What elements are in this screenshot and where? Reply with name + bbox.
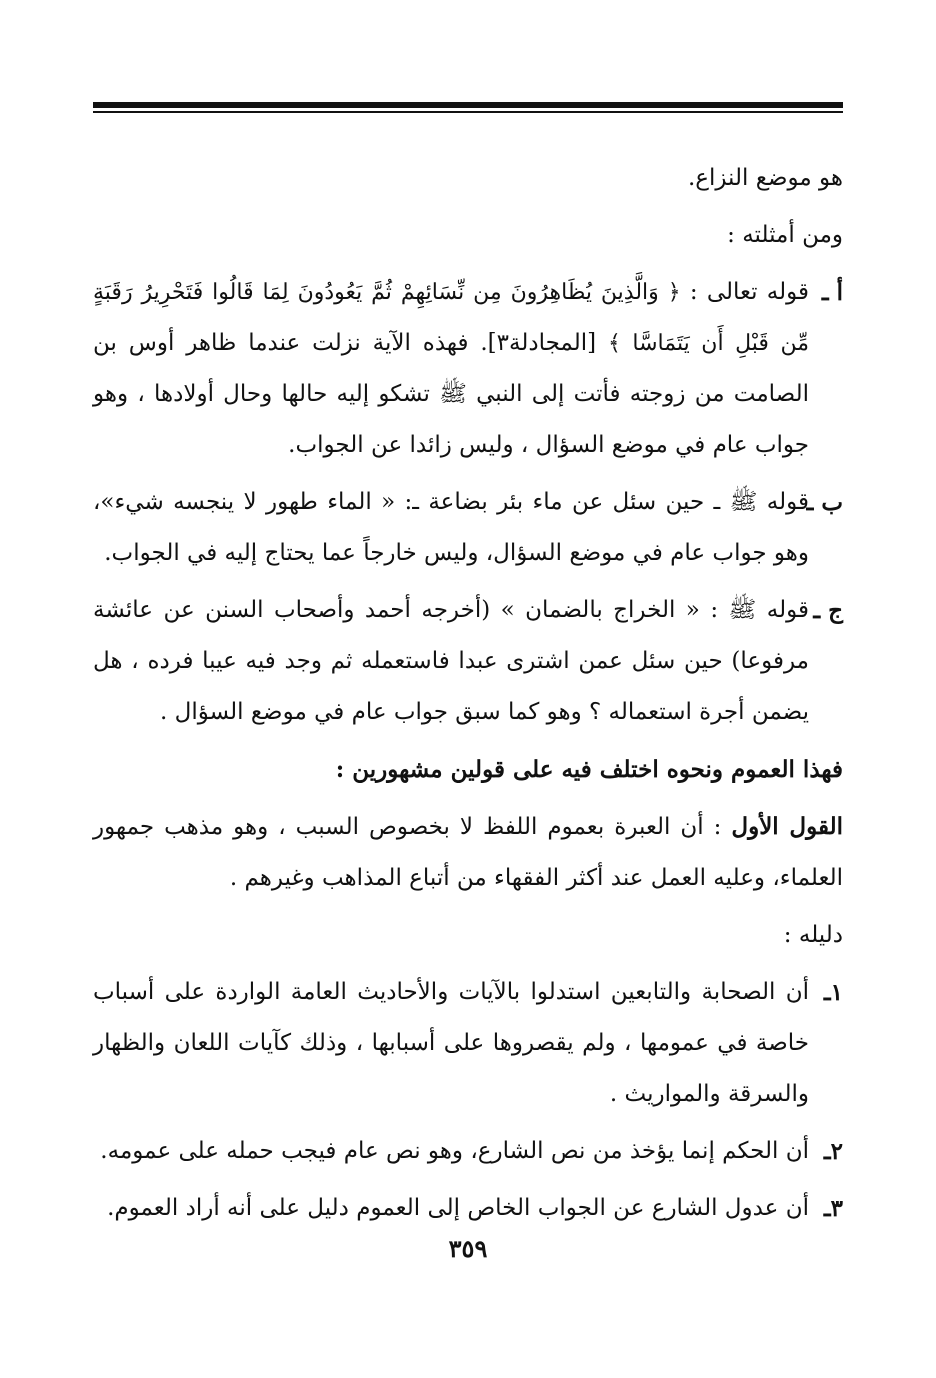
example-item-a xyxy=(93,267,843,471)
first-opinion-text: : أن العبرة بعموم اللفظ لا بخصوص السبب ، وهو مذهب جمهور العلماء، وعليه العمل عند أكثر الفقهاء من أتباع المذاهب وغيرهم . xyxy=(93,814,843,891)
page-body xyxy=(93,153,843,1240)
evidence-text: أن عدول الشارع عن الجواب الخاص إلى العموم دليل على أنه أراد العموم. xyxy=(107,1195,809,1221)
example-text: [المجادلة٣]. فهذه الآية نزلت عندما ظاهر أوس بن الصامت من زوجته فأتت إلى النبي ﷺ تشكو إليه حالها وحال أولادها ، وهو جواب عام في موضع السؤال ، وليس زائدا عن الجواب. xyxy=(93,330,809,458)
evidence-marker: ٣ـ xyxy=(823,1195,843,1222)
evidence-marker: ٢ـ xyxy=(823,1138,843,1165)
evidence-text: أن الصحابة والتابعين استدلوا بالآيات والأحاديث العامة الواردة على أسباب خاصة في عمومها ، ولم يقصروها على أسبابها ، وذلك كآيات اللعان والظهار والسرقة والمواريث . xyxy=(93,979,809,1107)
example-lead: قوله تعالى : xyxy=(689,279,809,305)
evidence-item-2 xyxy=(93,1126,843,1177)
example-text: قوله ﷺ : « الخراج بالضمان » (أخرجه أحمد وأصحاب السنن عن عائشة مرفوعا) حين سئل عمن اشترى عبدا فاستعمله ثم وجد فيه عيبا فرده ، هل يضمن أجرة استعماله ؟ وهو كما سبق جواب عام في موضع السؤال . xyxy=(93,597,809,725)
quran-verse: ﴿ وَالَّذِينَ يُظَاهِرُونَ مِن نِّسَائِهِمْ ثُمَّ يَعُودُونَ لِمَا قَالُوا فَتَحْرِيرُ رَقَبَةٍ مِّن قَبْلِ أَن يَتَمَاسَّا ﴾ xyxy=(93,280,809,356)
example-item-b xyxy=(93,477,843,579)
intro-line: هو موضع النزاع. xyxy=(687,165,843,191)
example-marker: ج ـ xyxy=(813,597,843,624)
header-rule-thin xyxy=(93,111,843,113)
evidence-marker: ١ـ xyxy=(823,979,843,1006)
first-opinion xyxy=(93,801,843,904)
example-text: قوله ﷺ ـ حين سئل عن ماء بئر بضاعة ـ: « الماء طهور لا ينجسه شيء»، وهو جواب عام في موضع السؤال، وليس خارجاً عما يحتاج إليه في الجواب. xyxy=(93,489,809,566)
evidence-text: أن الحكم إنما يؤخذ من نص الشارع، وهو نص عام فيجب حمله على عمومه. xyxy=(100,1138,809,1164)
first-opinion-label: القول الأول xyxy=(731,813,843,840)
evidence-item-3 xyxy=(93,1183,843,1234)
evidence-item-1 xyxy=(93,967,843,1120)
header-rule-thick xyxy=(93,102,843,108)
evidence-label: دليله : xyxy=(783,922,843,948)
example-marker: ب ـ xyxy=(806,489,843,516)
section-heading: فهذا العموم ونحوه اختلف فيه على قولين مشهورين : xyxy=(335,756,843,783)
examples-intro: ومن أمثلته : xyxy=(727,222,843,248)
page-number: ٣٥٩ xyxy=(448,1234,488,1263)
example-marker: أ ـ xyxy=(821,279,843,306)
example-item-c xyxy=(93,585,843,738)
